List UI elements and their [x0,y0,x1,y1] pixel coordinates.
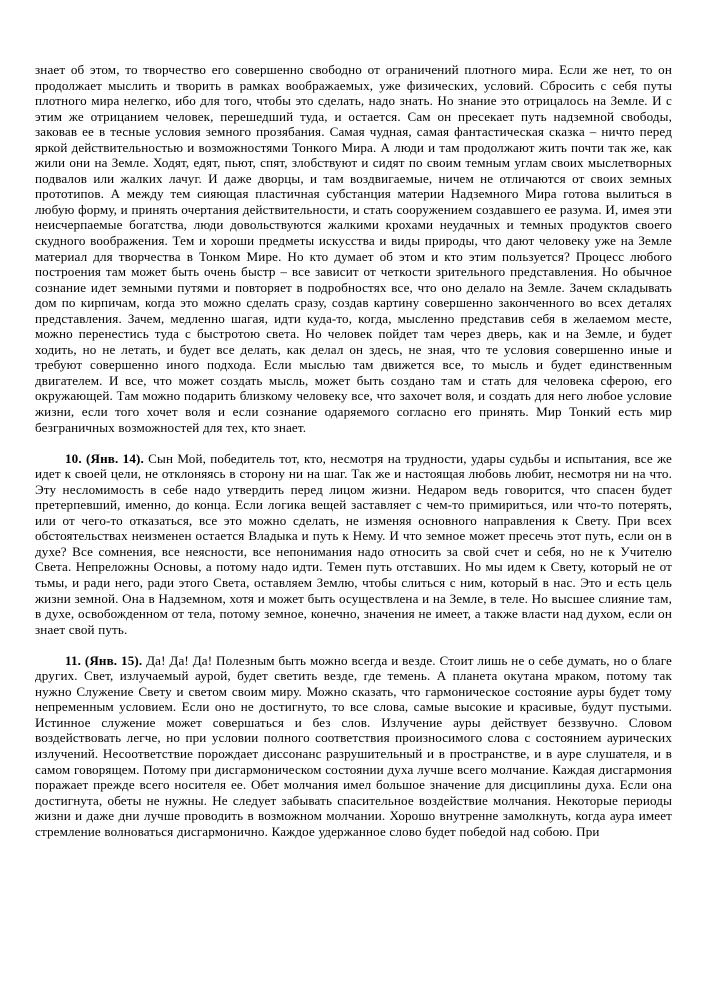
section-body-11: Да! Да! Да! Полезным быть можно всегда и везде. Стоит лишь не о себе думать, но о благе других. Свет, излучаемый аурой, будет светить везде, где темень. А планета окутана мраком, потому так нужно Служение Свету и светом своим миру. Можно сказать, что гармоническое состояние ауры будет тому непременным условием. Если оно не достигнуто, то все слова, самые высокие и красивые, будут пустыми. Истинное служение может совершаться и без слов. Излучение ауры действует беззвучно. Словом воздействовать легче, но при условии полного соответствия произносимого слова с состоянием аурических излучений. Несоответствие порождает диссонанс разрушительный и в пространстве, и в ауре слушателя, и в самом говорящем. Потому при дисгармоническом состоянии духа лучше всего молчание. Каждая дисгармония поражает прежде всего носителя ее. Обет молчания имел большое значение для дисциплины духа. Если она достигнута, обеты не нужны. Не следует забывать спасительное воздействие молчания. Некоторые периоды жизни и даже дни лучше проводить в возможном молчании. Хорошо внутренне замолкнуть, когда аура имеет стремление волноваться дисгармонично. Каждое удержанное слово будет победой над собою. При [35,652,672,839]
paragraph-section-11 [35,653,672,840]
paragraph-body: знает об этом, то творчество его совершенно свободно от ограничений плотного мира. Если же нет, то он продолжает мыслить и творить в рамках воображаемых, уже физических, условий. Сбросить с себя путы плотного мира нелегко, ибо для того, чтобы это сделать, надо знать. Но знание это отрицалось на Земле. И с этим же отрицанием человек, перешедший туда, и остается. Сам он пресекает путь надземной свободы, заковав ее в тесные условия земного прозябания. Самая чудная, самая фантастическая сказка – ничто перед яркой действительностью и возможностями Тонкого Мира. А люди и там продолжают жить почти так же, как жили они на Земле. Ходят, едят, пьют, спят, злобствуют и сидят по своим темным углам своих мыслетворных подвалов или жалких лачуг. И даже дворцы, и там воздвигаемые, ничем не отличаются от своих земных прототипов. А между тем сияющая пластичная субстанция материи Надземного Мира готова вылиться в любую форму, и принять очертания действительности, и стать сооружением создавшего ее разума. И, имея эти неисчерпаемые богатства, люди довольствуются жалкими крохами неудачных и темных продуктов своего скудного воображения. Тем и хороши предметы искусства и виды природы, что дают человеку уже на Земле материал для творчества в Тонком Мире. Но кто думает об этом и кто этим пользуется? Процесс любого построения там может быть очень быстр – все зависит от четкости зрительного представления. Но обычное сознание идет земными путями и повторяет в подробностях все, что оно делало на Земле. Зачем складывать дом по кирпичам, когда это можно сделать сразу, создав картину совершенно законченного во всех деталях представления. Зачем, медленно шагая, идти куда-то, когда, мысленно представив себя в желаемом месте, можно перенестись туда с быстротою света. Но человек пойдет там через дверь, как и на Земле, и будет ходить, но не летать, и будет все делать, как делал он здесь, не зная, что те условия совершенно иные и требуют совершенно иного подхода. Если мыслью там движется все, то мысль и будет единственным двигателем. И все, что может создать мысль, может быть создано там и стать для человека сферою, его окружающей. Там можно подарить близкому человеку все, что захочет воля, и создать для него любое условие жизни, если того хочет воля и если сознание одаряемого согласно его принять. Мир Тонкий есть мир безграничных возможностей для тех, кто знает. [35,62,672,435]
section-label-11: 11. (Янв. 15). [65,652,143,668]
paragraph-section-10 [35,451,672,638]
paragraph-continued [35,62,672,435]
section-label-10: 10. (Янв. 14). [65,450,144,466]
section-body-10: Сын Мой, победитель тот, кто, несмотря на трудности, удары судьбы и испытания, все же идет к своей цели, не отклоняясь в сторону ни на шаг. Так же и настоящая любовь любит, несмотря ни на что. Эту несломимость в себе надо утвердить перед лицом жизни. Недаром ведь говорится, что спасен будет претерпевший, именно, до конца. Если логика вещей заставляет с чем-то примириться, или что-то потерять, или от чего-то отказаться, все это можно сделать, не изменяя основного направления к Свету. При всех обстоятельствах неизменен остается Владыка и путь к Нему. И что земное может пресечь этот путь, если он в духе? Все сомнения, все неясности, все непонимания надо относить за свой счет и себя, но не к Учителю Света. Непреложны Основы, а потому надо идти. Темен путь отставших. Но мы идем к Свету, который не от тьмы, и ради него, ради этого Света, оставляем Землю, чтобы слиться с ним, который в нас. Это и есть цель жизни земной. Она в Надземном, хотя и может быть осуществлена и на Земле, в теле. Но высшее слияние там, в духе, освобожденном от тела, потому земное, конечно, значения не имеет, а также власти над духом, если он знает свой путь. [35,450,672,637]
text-column [35,62,672,839]
